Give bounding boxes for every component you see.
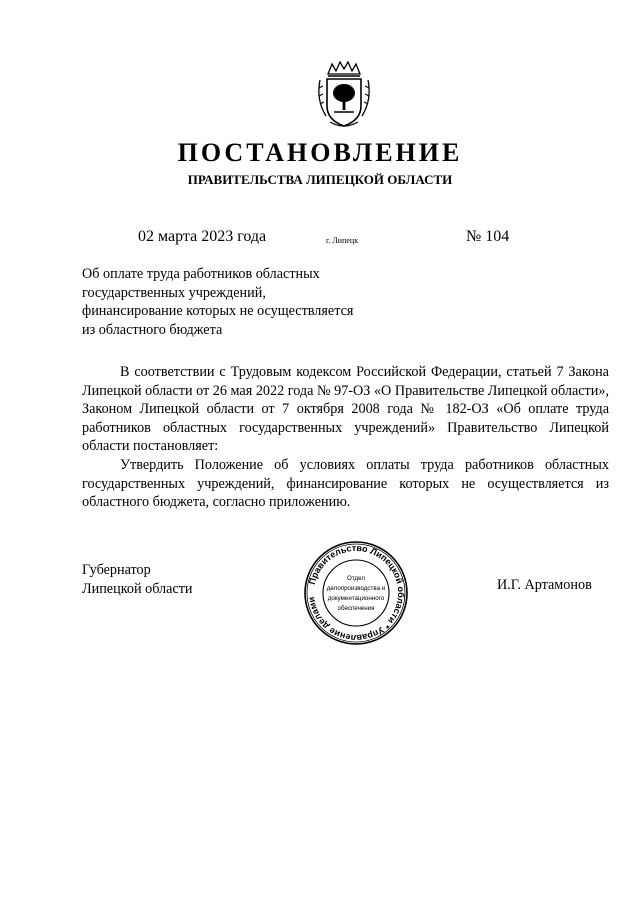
subject-line: финансирование которых не осуществляется bbox=[82, 303, 354, 319]
document-number: № 104 bbox=[466, 228, 510, 245]
official-stamp bbox=[303, 540, 409, 646]
document-city: г. Липецк bbox=[326, 236, 359, 245]
subject-line: из областного бюджета bbox=[82, 321, 223, 338]
document-subject bbox=[82, 265, 392, 339]
signatory-role bbox=[82, 561, 193, 598]
subject-line: государственных учреждений, bbox=[82, 284, 266, 301]
document-date: 02 марта 2023 года bbox=[138, 228, 267, 245]
body-paragraph-resolution: Утвердить Положение об условиях оплаты труда работников областных государственных учреждений, финансирование которых не осуществляется из областного бюджета, согласно приложению. bbox=[82, 457, 609, 510]
signatory-name: И.Г. Артамонов bbox=[497, 577, 592, 593]
body-paragraph-preamble: В соответствии с Трудовым кодексом Российской Федерации, статьей 7 Закона Липецкой области от 26 мая 2022 года № 97-ОЗ «О Правительстве Липецкой области», Законом Липецкой области от 7 октября 2008 года № 182-ОЗ «Об оплате труда работников областных государственных учреждений» Правительство Липецкой области постановляет: bbox=[82, 364, 609, 454]
stamp-outer-text: Правительство Липецкой области * Управление делами bbox=[306, 542, 407, 644]
signatory-role-line: Липецкой области bbox=[82, 580, 193, 597]
signatory-role-line: Губернатор bbox=[82, 562, 151, 578]
stamp-inner-line: документационного bbox=[327, 595, 385, 602]
document-title: ПОСТАНОВЛЕНИЕ bbox=[177, 138, 463, 167]
stamp-inner-line: Отдел bbox=[347, 575, 365, 582]
coat-of-arms-emblem bbox=[314, 60, 374, 130]
document-subtitle: ПРАВИТЕЛЬСТВА ЛИПЕЦКОЙ ОБЛАСТИ bbox=[187, 172, 453, 187]
stamp-inner-line: делопроизводства и bbox=[326, 585, 386, 592]
stamp-inner-line: обеспечения bbox=[337, 605, 375, 612]
subject-line: Об оплате труда работников областных bbox=[82, 266, 320, 282]
